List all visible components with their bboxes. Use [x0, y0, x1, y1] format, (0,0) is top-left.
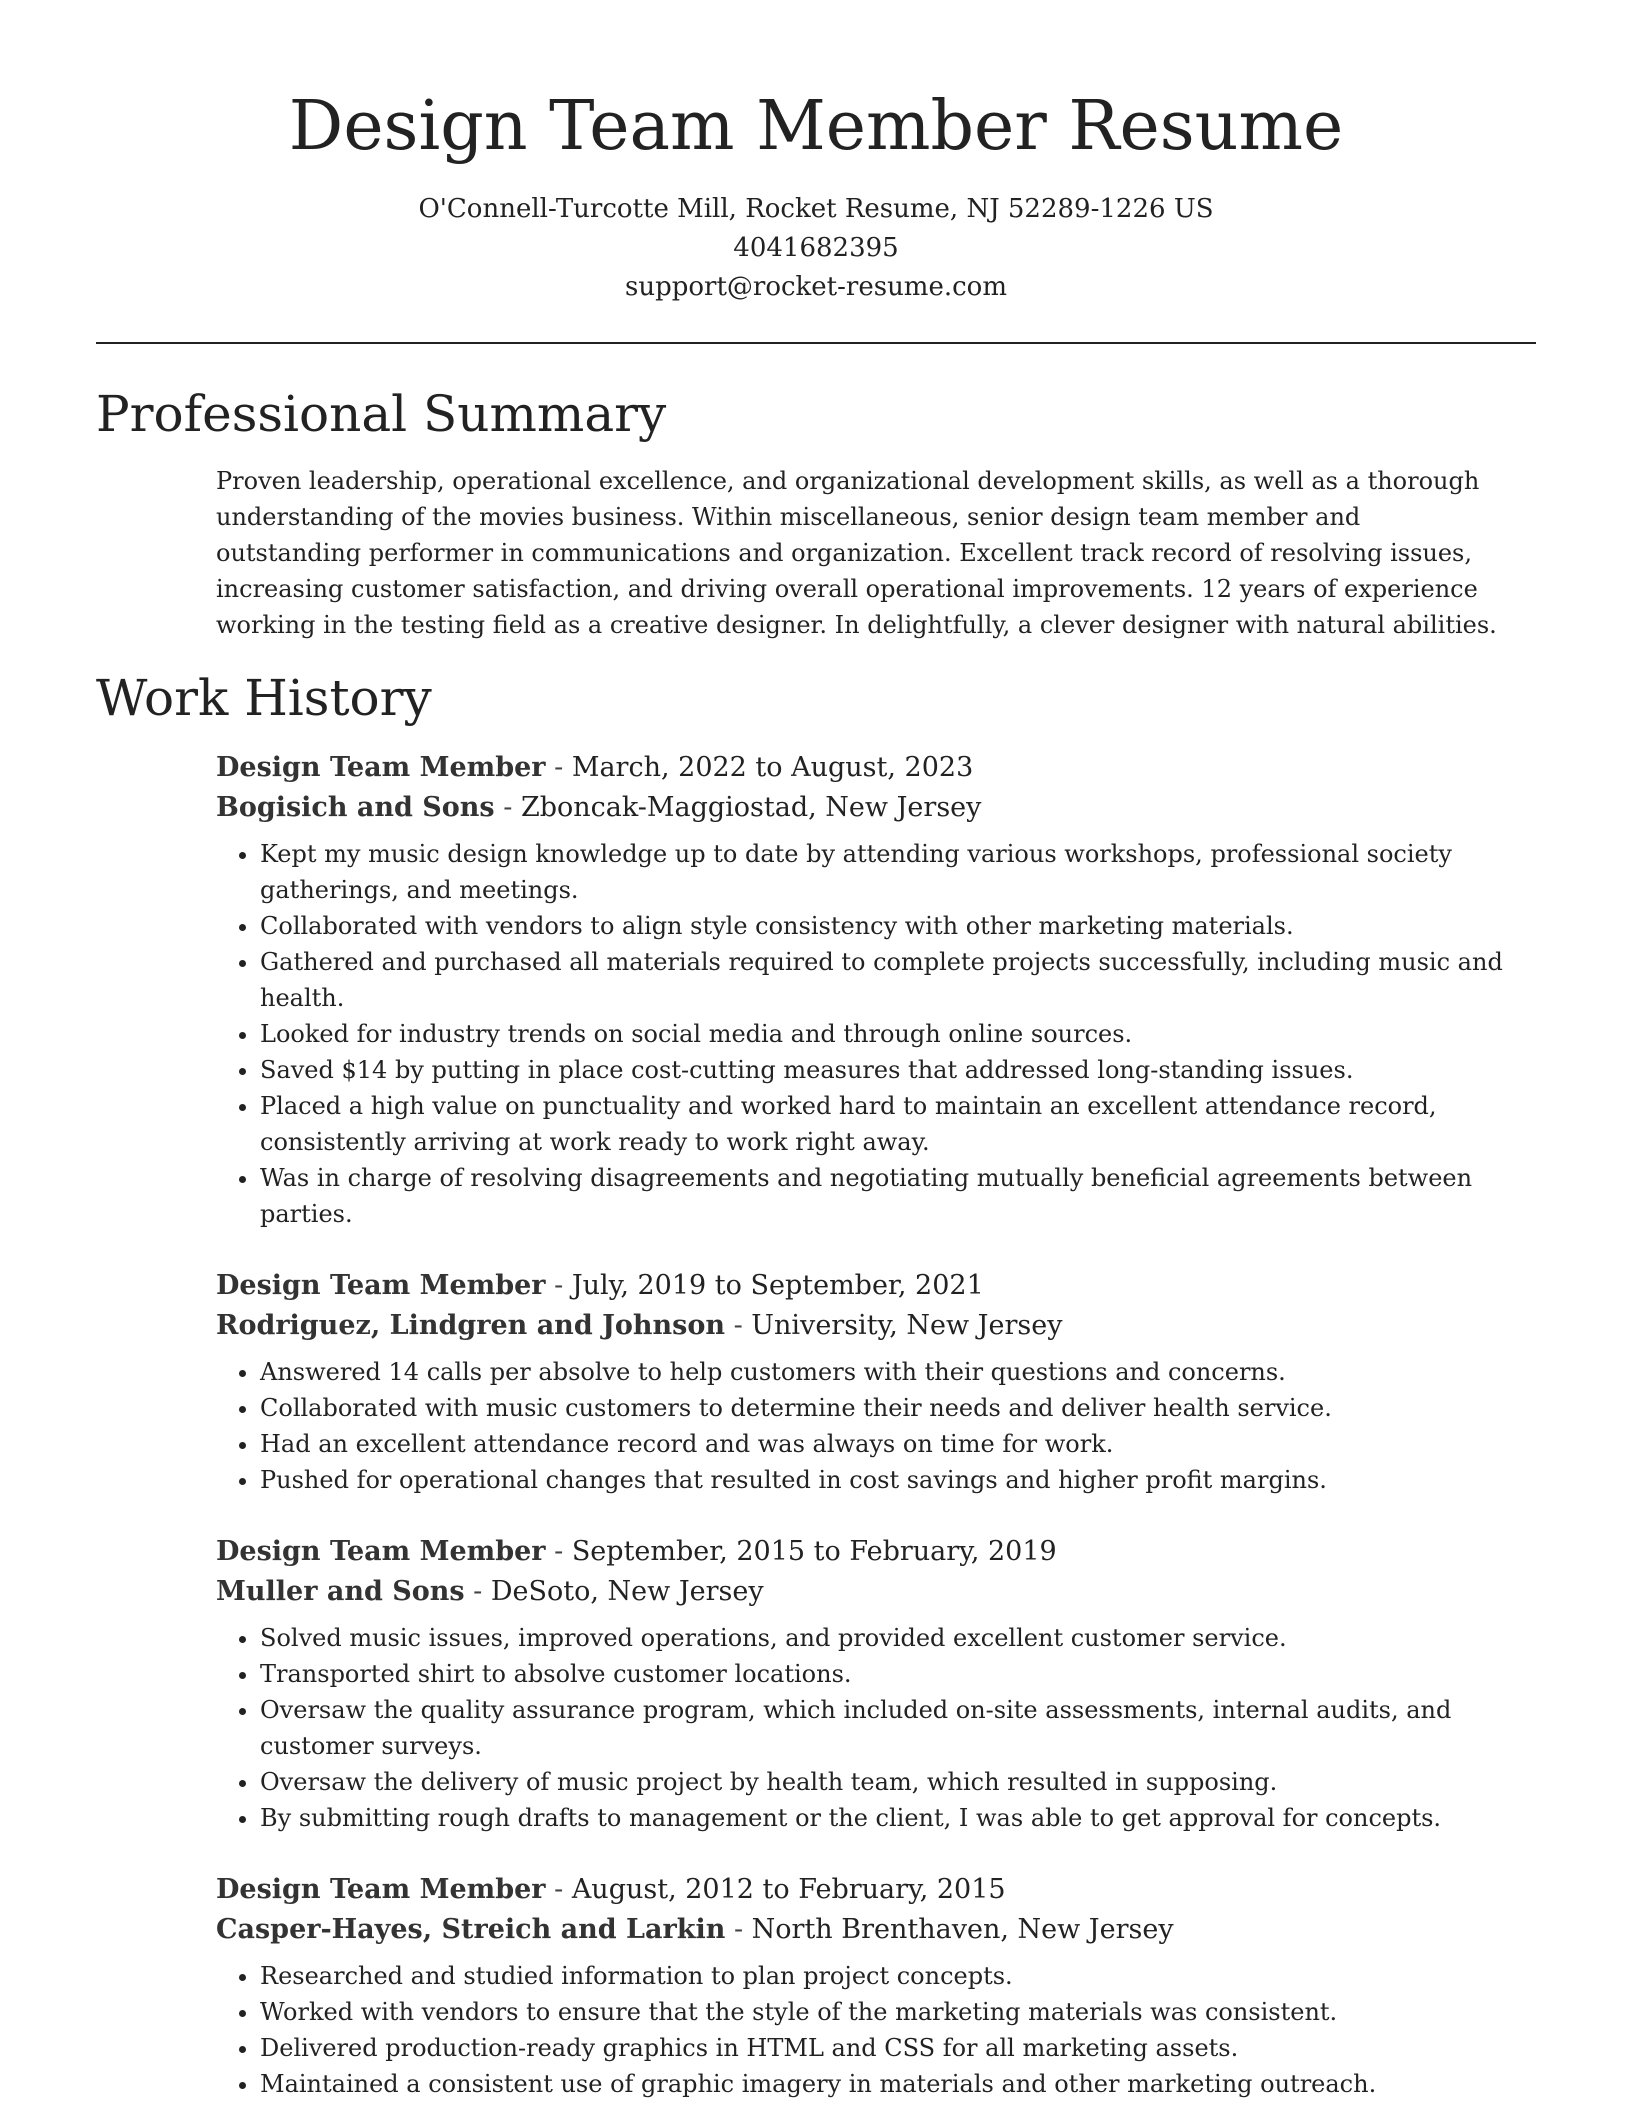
separator: -	[545, 1270, 572, 1301]
contact-address: O'Connell-Turcotte Mill, Rocket Resume, NJ 52289-1226 US	[418, 194, 1214, 224]
job-bullet-list	[216, 1958, 1546, 2102]
job-company: Muller and Sons	[216, 1576, 465, 1607]
job-title: Design Team Member	[216, 752, 546, 783]
job-entry	[216, 1532, 1546, 1836]
job-location: Zboncak-Maggiostad, New Jersey	[520, 792, 982, 823]
job-bullet: • Collaborated with music customers to determine their needs and deliver health service.	[260, 1390, 1546, 1426]
job-bullet-list	[216, 1354, 1546, 1498]
job-title-line	[216, 1532, 1546, 1572]
job-bullet: • Oversaw the delivery of music project by health team, which resulted in supposing.	[260, 1764, 1546, 1800]
job-location: North Brenthaven, New Jersey	[751, 1914, 1174, 1945]
job-bullet: • Had an excellent attendance record and was always on time for work.	[260, 1426, 1546, 1462]
job-location: DeSoto, New Jersey	[490, 1576, 764, 1607]
work-history-list	[216, 748, 1546, 2112]
resume-title: Design Team Member Resume	[288, 87, 1344, 166]
job-bullet: • Was in charge of resolving disagreements and negotiating mutually beneficial agreements between parties.	[260, 1160, 1546, 1232]
job-entry	[216, 1870, 1546, 2102]
job-bullet: • Delivered production-ready graphics in HTML and CSS for all marketing assets.	[260, 2030, 1546, 2066]
job-title-line	[216, 1266, 1546, 1306]
job-location: University, New Jersey	[751, 1310, 1063, 1341]
job-company-line	[216, 788, 1546, 828]
separator: -	[545, 1536, 572, 1567]
job-dates: March, 2022 to August, 2023	[571, 752, 974, 783]
separator: -	[494, 792, 521, 823]
job-title: Design Team Member	[216, 1874, 546, 1905]
job-bullet: • Pushed for operational changes that resulted in cost savings and higher profit margins.	[260, 1462, 1546, 1498]
job-bullet: • Kept my music design knowledge up to date by attending various workshops, professional society gatherings, and meetings.	[260, 836, 1546, 908]
summary-text: Proven leadership, operational excellence, and organizational development skills, as well as a thorough understanding of the movies business. Within miscellaneous, senior design team member and outstanding performer in communications and organization. Excellent track record of resolving issues, increasing customer satisfaction, and driving overall operational improvements. 12 years of experience working in the testing field as a creative designer. In delightfully, a clever designer with natural abilities.	[216, 467, 1497, 639]
job-bullet: • Placed a high value on punctuality and worked hard to maintain an excellent attendance record, consistently arriving at work ready to work right away.	[260, 1088, 1546, 1160]
job-bullet: • Maintained a consistent use of graphic imagery in materials and other marketing outreach.	[260, 2066, 1546, 2102]
job-bullet: • By submitting rough drafts to management or the client, I was able to get approval for concepts.	[260, 1800, 1546, 1836]
job-company: Rodriguez, Lindgren and Johnson	[216, 1310, 725, 1341]
contact-phone: 4041682395	[733, 233, 899, 263]
job-title: Design Team Member	[216, 1270, 546, 1301]
job-bullet: • Saved $14 by putting in place cost-cutting measures that addressed long-standing issues.	[260, 1052, 1546, 1088]
summary-heading: Professional Summary	[96, 385, 667, 443]
contact-email: support@rocket-resume.com	[624, 272, 1007, 302]
job-company-line	[216, 1306, 1546, 1346]
job-bullet: • Gathered and purchased all materials required to complete projects successfully, including music and health.	[260, 944, 1546, 1016]
header-divider	[96, 342, 1536, 344]
job-bullet: • Collaborated with vendors to align style consistency with other marketing materials.	[260, 908, 1546, 944]
job-entry	[216, 748, 1546, 1232]
contact-block	[0, 190, 1632, 307]
job-company: Bogisich and Sons	[216, 792, 495, 823]
job-company-line	[216, 1910, 1546, 1950]
job-title: Design Team Member	[216, 1536, 546, 1567]
job-title-line	[216, 748, 1546, 788]
separator: -	[464, 1576, 491, 1607]
job-company-line	[216, 1572, 1546, 1612]
separator: -	[545, 752, 572, 783]
separator: -	[724, 1310, 752, 1341]
job-bullet: • Looked for industry trends on social media and through online sources.	[260, 1016, 1546, 1052]
job-bullet-list	[216, 1620, 1546, 1836]
job-dates: September, 2015 to February, 2019	[571, 1536, 1057, 1567]
job-company: Casper-Hayes, Streich and Larkin	[216, 1914, 726, 1945]
job-bullet-list	[216, 836, 1546, 1232]
job-bullet: • Answered 14 calls per absolve to help customers with their questions and concerns.	[260, 1354, 1546, 1390]
separator: -	[725, 1914, 752, 1945]
job-bullet: • Oversaw the quality assurance program, which included on-site assessments, internal audits, and customer surveys.	[260, 1692, 1546, 1764]
job-entry	[216, 1266, 1546, 1498]
job-dates: August, 2012 to February, 2015	[571, 1874, 1006, 1905]
resume-header	[0, 0, 1632, 307]
separator: -	[545, 1874, 572, 1905]
job-bullet: • Transported shirt to absolve customer locations.	[260, 1656, 1546, 1692]
job-title-line	[216, 1870, 1546, 1910]
job-dates: July, 2019 to September, 2021	[571, 1270, 984, 1301]
work-history-heading: Work History	[96, 669, 432, 727]
job-bullet: • Solved music issues, improved operations, and provided excellent customer service.	[260, 1620, 1546, 1656]
job-bullet: • Researched and studied information to plan project concepts.	[260, 1958, 1546, 1994]
job-bullet: • Worked with vendors to ensure that the style of the marketing materials was consistent.	[260, 1994, 1546, 2030]
